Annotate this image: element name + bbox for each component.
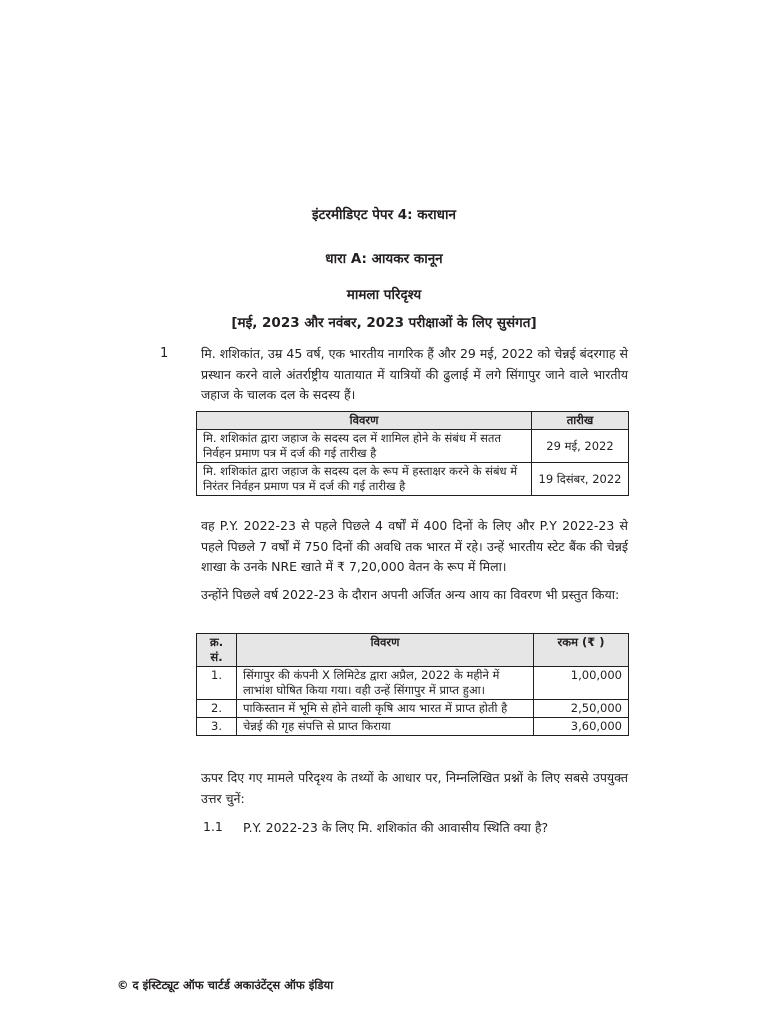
copyright-icon: ©: [117, 978, 129, 992]
section-title: धारा A: आयकर कानून: [325, 251, 443, 267]
income-table: [196, 633, 629, 736]
paper-title: इंटरमीडिएट पेपर 4: कराधान: [312, 207, 456, 223]
table-cell: 1,00,000: [534, 667, 629, 700]
table-cell: 2,50,000: [534, 700, 629, 718]
residence-paragraph: वह P.Y. 2022-23 से पहले पिछले 4 वर्षों में 400 दिनों के लिए और P.Y 2022-23 से पहले पिछले 7 वर्षों में 750 दिनों की अवधि तक भारत में रहे। उन्हें भारतीय स्टेट बैंक की चेन्नई शाखा के उनके NRE खाते में ₹ 7,20,000 वेतन के रूप में मिला।: [201, 518, 628, 574]
table-cell: 29 मई, 2022: [532, 430, 629, 463]
table-cell: मि. शशिकांत द्वारा जहाज के सदस्य दल में शामिल होने के संबंध में सतत निर्वहन प्रमाण पत्र में दर्ज की गई तारीख है: [197, 430, 532, 463]
table-cell: पाकिस्तान में भूमि से होने वाली कृषि आय भारत में प्राप्त होती है: [237, 700, 534, 718]
column-header: विवरण: [237, 634, 534, 667]
column-header: विवरण: [197, 412, 532, 430]
footer-text: द इंस्टिट्यूट ऑफ चार्टर्ड अकाउंटेंट्स ऑफ इंडिया: [132, 978, 334, 992]
question-number: 1: [160, 346, 169, 361]
table-header-row: [197, 634, 629, 667]
case-intro-paragraph: मि. शशिकांत, उम्र 45 वर्ष, एक भारतीय नागरिक हैं और 29 मई, 2022 को चेन्नई बंदरगाह से प्रस्थान करने वाले अंतर्राष्ट्रीय यातायात में यात्रियों की ढुलाई में लगे सिंगापुर जाने वाले भारतीय जहाज के चालक दल के सदस्य हैं।: [201, 346, 628, 402]
table-row: [197, 667, 629, 700]
instruction-paragraph: ऊपर दिए गए मामले परिदृश्य के तथ्यों के आधार पर, निम्नलिखित प्रश्नों के लिए सबसे उपयुक्त उत्तर चुनें:: [201, 770, 628, 806]
table-cell: 19 दिसंबर, 2022: [532, 463, 629, 496]
footer: [117, 978, 333, 993]
table-cell: 3,60,000: [534, 718, 629, 736]
table-header-row: [197, 412, 629, 430]
other-income-paragraph: उन्होंने पिछले वर्ष 2022-23 के दौरान अपनी अर्जित अन्य आय का विवरण भी प्रस्तुत किया:: [201, 587, 620, 602]
column-header: तारीख: [532, 412, 629, 430]
subquestion-text: P.Y. 2022-23 के लिए मि. शशिकांत की आवासीय स्थिति क्या है?: [243, 820, 549, 835]
column-header: रकम (₹ ): [534, 634, 629, 667]
relevance-note: [मई, 2023 और नवंबर, 2023 परीक्षाओं के लिए सुसंगत]: [231, 315, 537, 331]
table-cell: सिंगापुर की कंपनी X लिमिटेड द्वारा अप्रैल, 2022 के महीने में लाभांश घोषित किया गया। वही उन्हें सिंगापुर में प्राप्त हुआ।: [237, 667, 534, 700]
subquestion-number: 1.1: [203, 819, 223, 834]
table-row: [197, 700, 629, 718]
table-row: [197, 430, 629, 463]
table-row: [197, 718, 629, 736]
table-cell: चेन्नई की गृह संपत्ति से प्राप्त किराया: [237, 718, 534, 736]
table-cell: 2.: [197, 700, 237, 718]
table-cell: मि. शशिकांत द्वारा जहाज के सदस्य दल के रूप में हस्ताक्षर करने के संबंध में निरंतर निर्वहन प्रमाण पत्र में दर्ज की गई तारीख है: [197, 463, 532, 496]
table-row: [197, 463, 629, 496]
column-header: क्र. सं.: [197, 634, 237, 667]
table-cell: 1.: [197, 667, 237, 700]
dates-table: [196, 411, 629, 496]
case-title: मामला परिदृश्य: [346, 287, 422, 303]
table-cell: 3.: [197, 718, 237, 736]
